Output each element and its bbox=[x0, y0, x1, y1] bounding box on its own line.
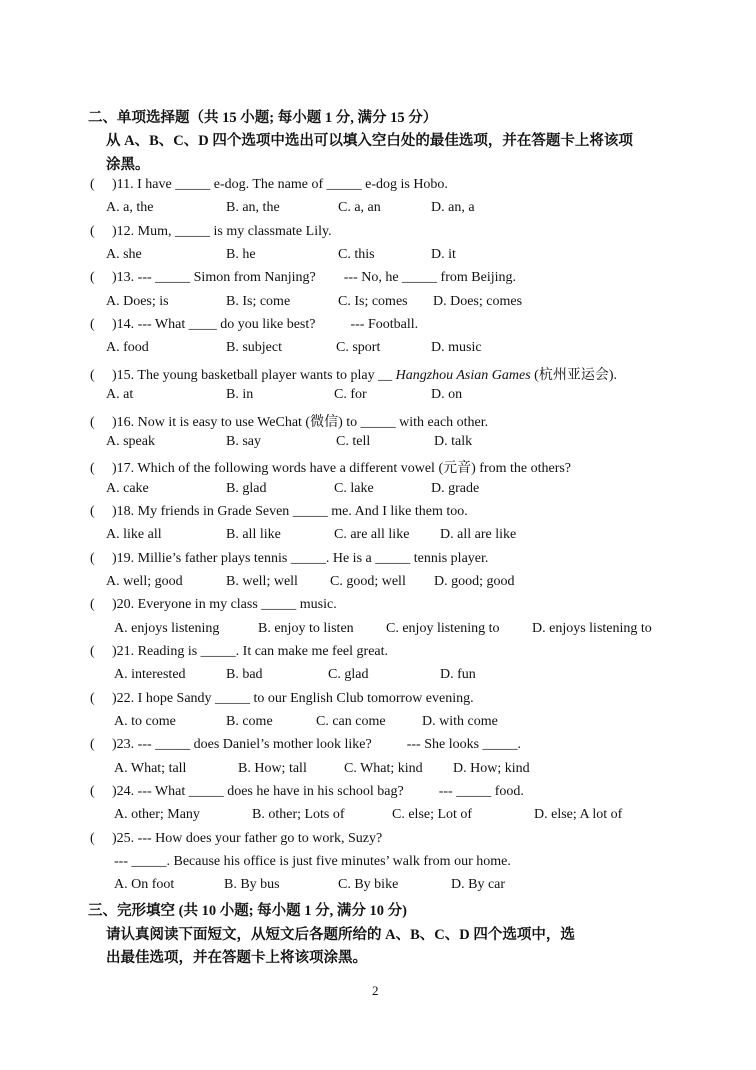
option-a: A. at bbox=[106, 387, 134, 402]
option-d: D. on bbox=[431, 387, 463, 402]
option-d: D. music bbox=[431, 340, 482, 355]
section2-instruction-line1: 从 A、B、C、D 四个选项中选出可以填入空白处的最佳选项，并在答题卡上将该项 bbox=[106, 133, 633, 149]
option-b: B. By bus bbox=[224, 877, 280, 892]
option-d: D. Does; comes bbox=[433, 294, 523, 309]
option-a: A. well; good bbox=[106, 574, 183, 589]
option-b: B. an, the bbox=[226, 200, 280, 215]
question-25-options bbox=[114, 877, 714, 895]
option-d: D. How; kind bbox=[453, 761, 530, 776]
option-b: B. in bbox=[226, 387, 254, 402]
option-b: B. all like bbox=[226, 527, 281, 542]
option-d: D. good; good bbox=[434, 574, 515, 589]
option-d: D. By car bbox=[451, 877, 506, 892]
option-b: B. subject bbox=[226, 340, 282, 355]
question-21-options bbox=[114, 667, 714, 685]
section3-title: 三、完形填空 (共 10 小题; 每小题 1 分, 满分 10 分) bbox=[88, 903, 407, 919]
option-c: C. sport bbox=[336, 340, 381, 355]
option-a: A. speak bbox=[106, 434, 155, 449]
option-a: A. a, the bbox=[106, 200, 154, 215]
option-c: C. good; well bbox=[330, 574, 406, 589]
question-12: ( )12. Mum, _____ is my classmate Lily. bbox=[90, 224, 332, 239]
option-a: A. like all bbox=[106, 527, 162, 542]
question-16: ( )16. Now it is easy to use WeChat (微信) to _____ with each other. bbox=[90, 415, 489, 430]
question-13-options bbox=[106, 294, 706, 312]
option-c: C. lake bbox=[334, 481, 374, 496]
option-b: B. he bbox=[226, 247, 256, 262]
question-18-options bbox=[106, 527, 706, 545]
option-d: D. else; A lot of bbox=[534, 807, 623, 822]
option-a: A. enjoys listening bbox=[114, 621, 220, 636]
question-17: ( )17. Which of the following words have a different vowel (元音) from the others? bbox=[90, 461, 572, 476]
option-a: A. interested bbox=[114, 667, 186, 682]
option-b: B. other; Lots of bbox=[252, 807, 345, 822]
option-d: D. enjoys listening to bbox=[532, 621, 652, 636]
question-24-options bbox=[114, 807, 714, 825]
question-15-options bbox=[106, 387, 706, 405]
question-14: ( )14. --- What ____ do you like best? --- Football. bbox=[90, 317, 419, 332]
option-b: B. come bbox=[226, 714, 273, 729]
question-16-options bbox=[106, 434, 706, 452]
option-a: A. On foot bbox=[114, 877, 175, 892]
question-19-options bbox=[106, 574, 706, 592]
question-14-options bbox=[106, 340, 706, 358]
question-19: ( )19. Millie’s father plays tennis _____. He is a _____ tennis player. bbox=[90, 551, 489, 566]
option-c: C. What; kind bbox=[344, 761, 423, 776]
option-c: C. for bbox=[334, 387, 367, 402]
option-c: C. tell bbox=[336, 434, 371, 449]
option-c: C. By bike bbox=[338, 877, 399, 892]
option-a: A. Does; is bbox=[106, 294, 169, 309]
question-21: ( )21. Reading is _____. It can make me feel great. bbox=[90, 644, 389, 659]
option-a: A. to come bbox=[114, 714, 176, 729]
section2-title: 二、单项选择题（共 15 小题; 每小题 1 分, 满分 15 分） bbox=[88, 110, 438, 126]
option-c: C. glad bbox=[328, 667, 369, 682]
option-a: A. What; tall bbox=[114, 761, 187, 776]
question-11: ( )11. I have _____ e-dog. The name of _____ e-dog is Hobo. bbox=[90, 177, 448, 192]
option-c: C. Is; comes bbox=[338, 294, 408, 309]
option-c: C. a, an bbox=[338, 200, 381, 215]
question-23: ( )23. --- _____ does Daniel’s mother look like? --- She looks _____. bbox=[90, 737, 522, 752]
question-25-line2: --- _____. Because his office is just five minutes’ walk from our home. bbox=[114, 854, 511, 869]
option-a: A. food bbox=[106, 340, 149, 355]
option-d: D. talk bbox=[434, 434, 473, 449]
option-a: A. cake bbox=[106, 481, 149, 496]
option-d: D. all are like bbox=[440, 527, 517, 542]
section3-instruction-line1: 请认真阅读下面短文，从短文后各题所给的 A、B、C、D 四个选项中，选 bbox=[106, 927, 575, 943]
option-a: A. other; Many bbox=[114, 807, 200, 822]
option-c: C. enjoy listening to bbox=[386, 621, 500, 636]
option-c: C. can come bbox=[316, 714, 386, 729]
question-24: ( )24. --- What _____ does he have in his school bag? --- _____ food. bbox=[90, 784, 524, 799]
option-b: B. Is; come bbox=[226, 294, 291, 309]
question-22: ( )22. I hope Sandy _____ to our English Club tomorrow evening. bbox=[90, 691, 474, 706]
question-17-options bbox=[106, 481, 706, 499]
option-d: D. fun bbox=[440, 667, 476, 682]
option-a: A. she bbox=[106, 247, 142, 262]
question-13: ( )13. --- _____ Simon from Nanjing? --- No, he _____ from Beijing. bbox=[90, 270, 516, 285]
option-c: C. this bbox=[338, 247, 375, 262]
option-c: C. else; Lot of bbox=[392, 807, 473, 822]
option-d: D. it bbox=[431, 247, 456, 262]
page-number: 2 bbox=[372, 983, 379, 998]
question-25: ( )25. --- How does your father go to work, Suzy? bbox=[90, 831, 383, 846]
option-b: B. glad bbox=[226, 481, 267, 496]
question-15: ( )15. The young basketball player wants to play __ Hangzhou Asian Games (杭州亚运会). bbox=[90, 368, 617, 383]
question-22-options bbox=[114, 714, 714, 732]
question-23-options bbox=[114, 761, 714, 779]
option-d: D. an, a bbox=[431, 200, 475, 215]
question-20-options bbox=[114, 621, 714, 639]
question-11-options bbox=[106, 200, 706, 218]
option-d: D. with come bbox=[422, 714, 498, 729]
option-b: B. enjoy to listen bbox=[258, 621, 354, 636]
question-20: ( )20. Everyone in my class _____ music. bbox=[90, 597, 337, 612]
option-c: C. are all like bbox=[334, 527, 410, 542]
option-d: D. grade bbox=[431, 481, 480, 496]
option-b: B. well; well bbox=[226, 574, 298, 589]
option-b: B. How; tall bbox=[238, 761, 307, 776]
section3-instruction-line2: 出最佳选项，并在答题卡上将该项涂黑。 bbox=[106, 950, 367, 966]
question-12-options bbox=[106, 247, 706, 265]
section2-instruction-line2: 涂黑。 bbox=[106, 157, 150, 173]
option-b: B. bad bbox=[226, 667, 263, 682]
question-18: ( )18. My friends in Grade Seven _____ me. And I like them too. bbox=[90, 504, 468, 519]
option-b: B. say bbox=[226, 434, 261, 449]
